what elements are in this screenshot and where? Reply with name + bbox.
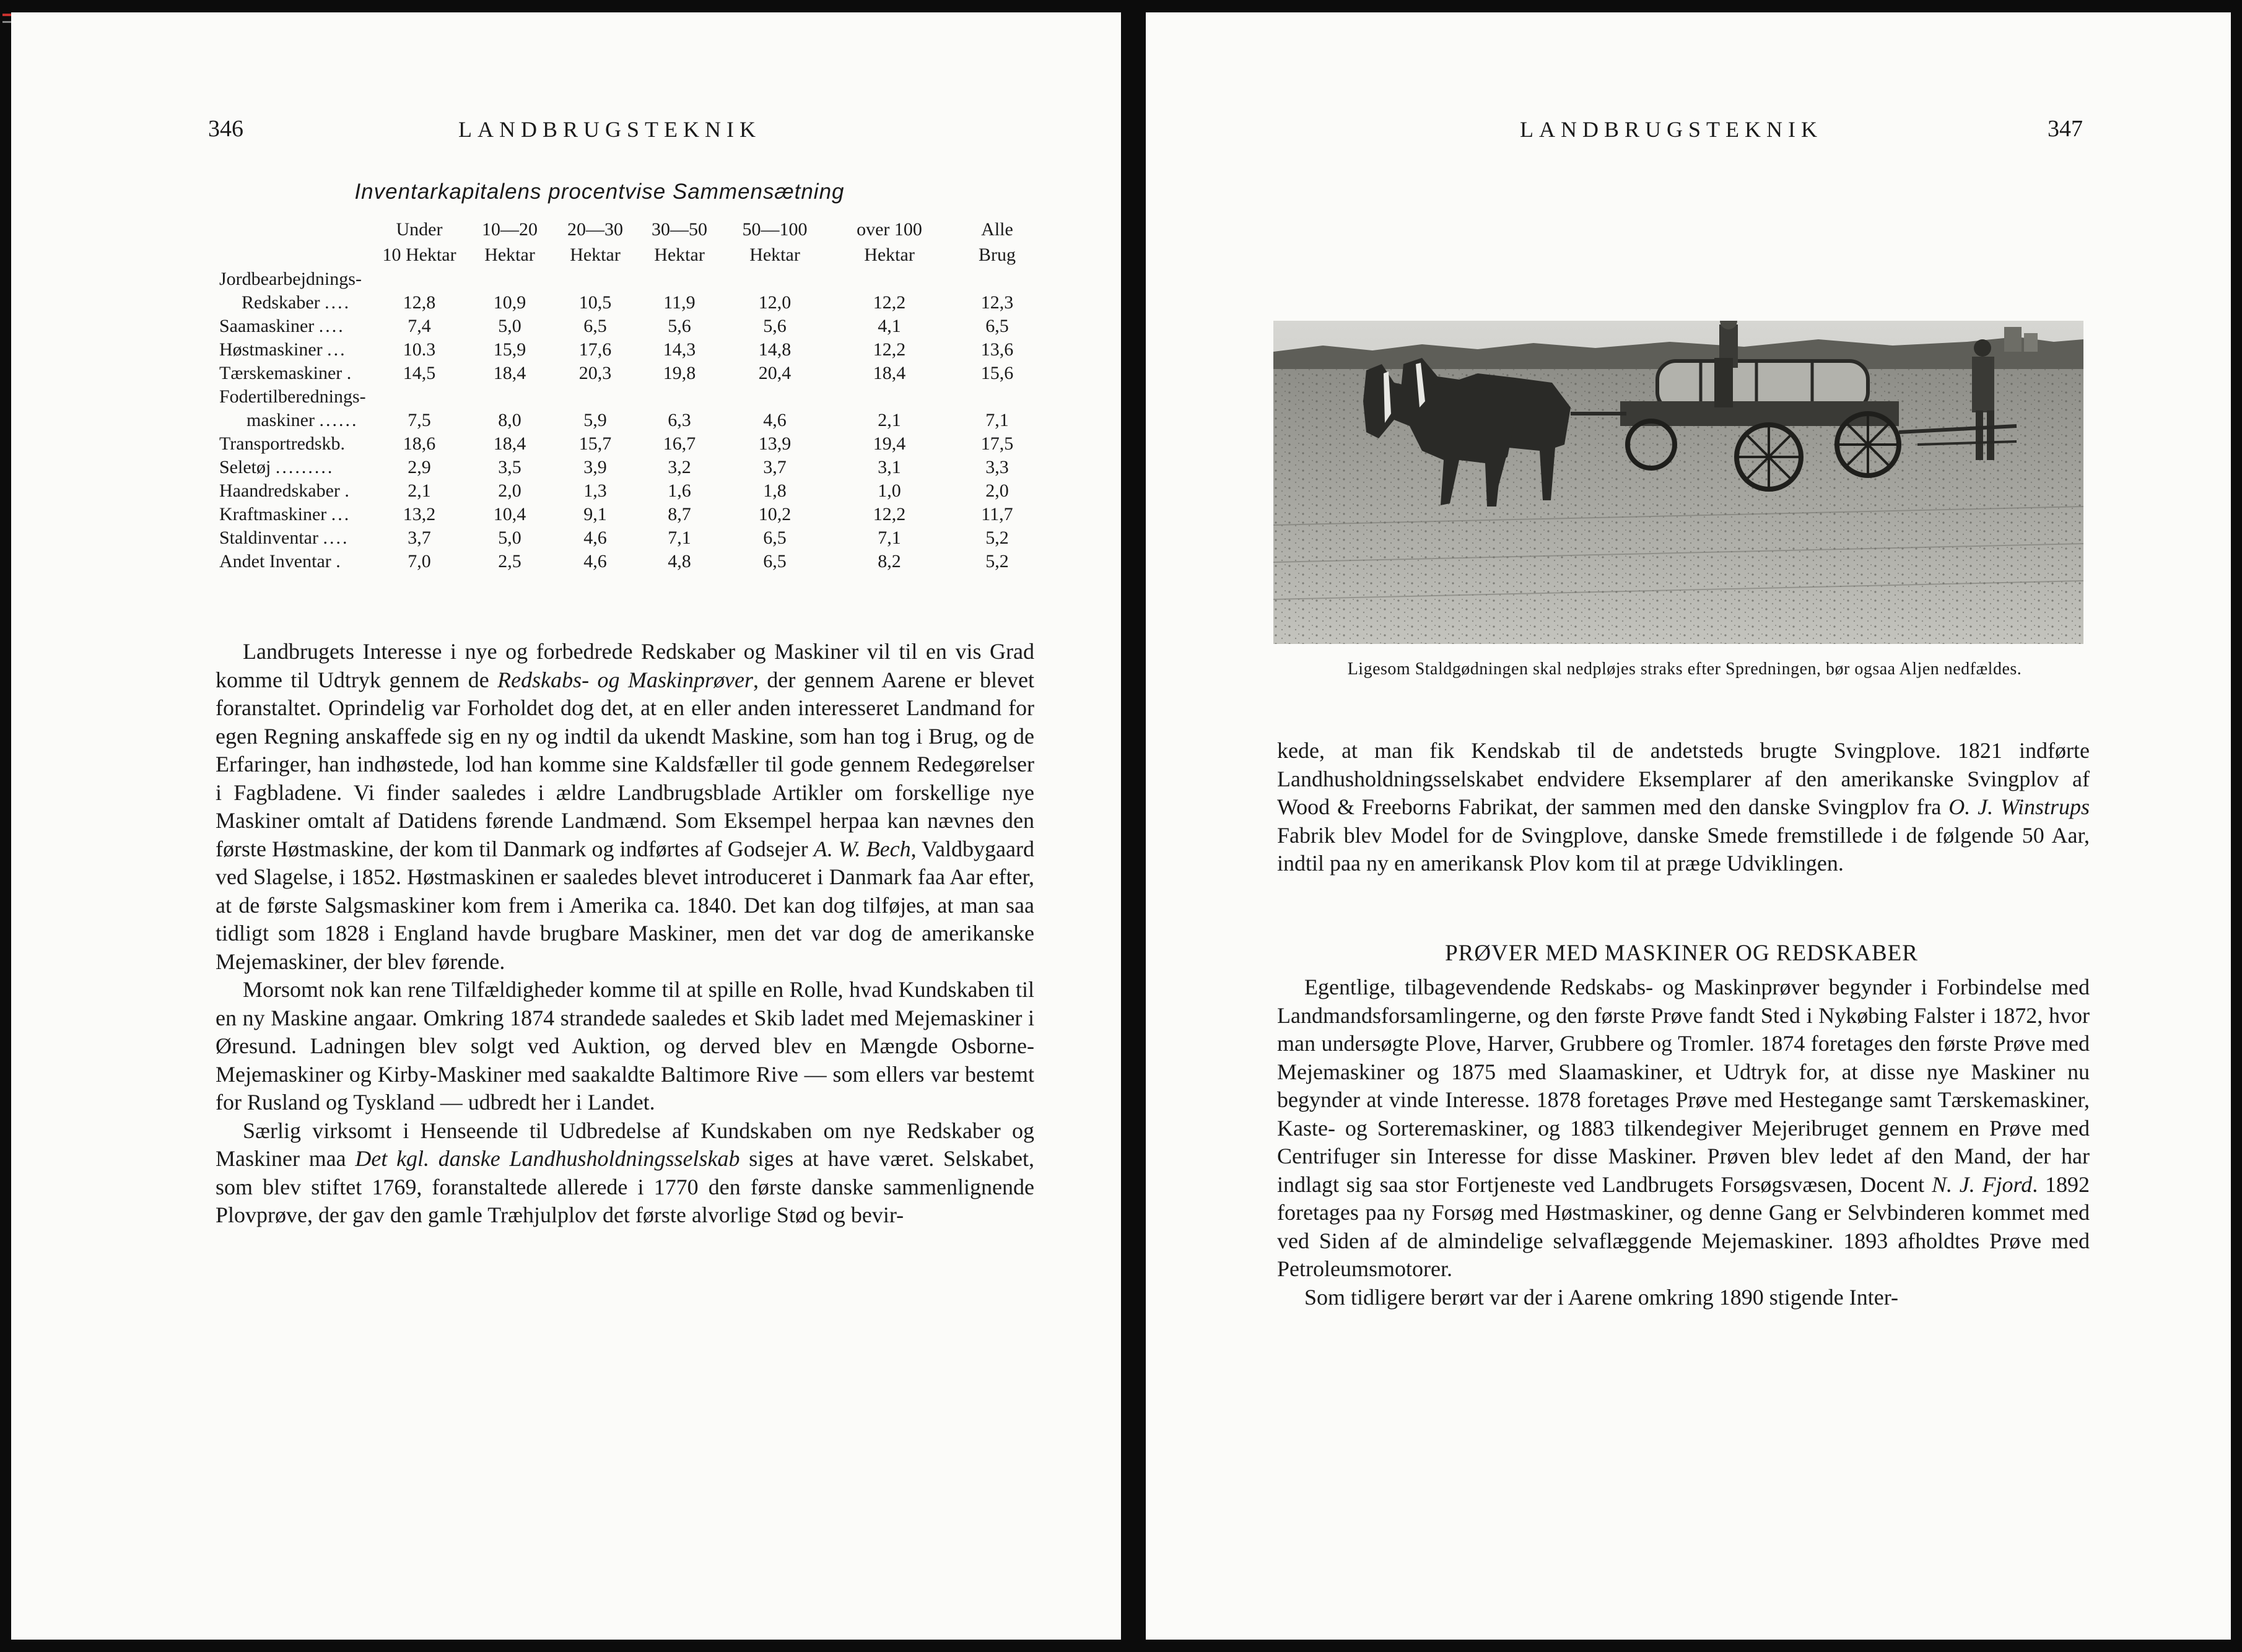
left-page (11, 12, 1121, 1640)
table-cell: 12,2 (873, 339, 906, 360)
inventory-table (219, 217, 1043, 573)
table-cell: 6,5 (985, 316, 1009, 336)
table-cell: 7,4 (408, 316, 431, 336)
table-cell: 10,9 (493, 292, 526, 313)
column-header: 50—100 Hektar (742, 219, 808, 265)
table-cell (827, 385, 951, 409)
table-cell: 14,5 (403, 363, 436, 383)
table-cell: 13,6 (980, 339, 1014, 360)
table-header-corner (219, 217, 373, 267)
table-cell: 2,1 (408, 480, 431, 501)
table-cell: 4,6 (763, 410, 787, 430)
table-cell: 13,2 (403, 504, 436, 524)
table-cell: 5,6 (763, 316, 787, 336)
table-cell: 4,1 (878, 316, 901, 336)
table-cell: 5,2 (985, 551, 1009, 572)
table-cell (637, 385, 722, 409)
table-cell: 20,3 (578, 363, 612, 383)
table-title: Inventarkapitalens procentvise Sammensætning (354, 180, 845, 204)
table-cell: 9,1 (583, 504, 607, 524)
table-cell: 6,5 (583, 316, 607, 336)
table-cell (373, 385, 466, 409)
table-cell (554, 385, 637, 409)
row-label: Kraftmaskiner ... (219, 504, 351, 524)
table-cell: 18,6 (403, 433, 436, 454)
row-label: Transportredskb. (219, 433, 346, 454)
table-cell: 4,6 (583, 551, 607, 572)
table-cell (951, 267, 1043, 291)
table-row (219, 526, 1043, 550)
table-cell: 1,6 (668, 480, 691, 501)
paragraph: Landbrugets Interesse i nye og forbedrede Redskaber og Maskiner vil til en vis Grad komme til Udtryk gennem de Redskabs- og Maskinprøver, der gennem Aarene er blevet foranstaltet. Oprindelig var Forholdet dog det, at en eller anden interesseret Landmand for egen Regning anskaffede sig en ny og indtil da ukendt Maskine, som han tog i Brug, og de Erfaringer, han indhøstede, lod han komme sine Kaldsfæller til gode gennem Redegørelser i Fagbladene. Vi finder saaledes i ældre Landbrugsblade Artikler om forskellige nye Maskiner omtalt af Datidens førende Landmænd. Som Eksempel herpaa kan nævnes den første Høstmaskine, der kom til Danmark og indførtes af Godsejer A. W. Bech, Valdbygaard ved Slagelse, i 1852. Høstmaskinen er saaledes blevet introduceret i Danmark faa Aar efter, at de første Salgsmaskiner kom frem i Amerika ca. 1840. Det kan dog tilføjes, at man saa tidligt som 1828 i England havde brugbare Maskiner, men det var dog de amerikanske Mejemaskiner, der blev førende. (216, 639, 1034, 974)
table-row (219, 267, 1043, 291)
table-cell: 8,2 (878, 551, 901, 572)
table-cell: 5,9 (583, 410, 607, 430)
table-cell: 4,6 (583, 528, 607, 548)
table-cell: 13,9 (758, 433, 792, 454)
table-cell: 7,5 (408, 410, 431, 430)
table-cell: 10,5 (578, 292, 612, 313)
row-label: Fodertilberednings- (219, 386, 366, 407)
body-text (216, 638, 1034, 1230)
table-cell: 12,0 (758, 292, 792, 313)
table-cell: 5,0 (498, 528, 521, 548)
table-cell: 17,5 (980, 433, 1014, 454)
table-cell: 18,4 (873, 363, 906, 383)
table-cell: 8,0 (498, 410, 521, 430)
table-cell: 18,4 (493, 433, 526, 454)
table-row (219, 315, 1043, 338)
table-cell: 10,2 (758, 504, 792, 524)
table-cell: 2,0 (985, 480, 1009, 501)
table-cell (827, 267, 951, 291)
table-cell: 12,3 (980, 292, 1014, 313)
table-cell (466, 267, 554, 291)
table-cell: 7,1 (878, 528, 901, 548)
table-row (219, 479, 1043, 503)
section-heading: PRØVER MED MASKINER OG REDSKABER (1445, 941, 1918, 966)
table-cell: 7,1 (985, 410, 1009, 430)
table-cell: 2,1 (878, 410, 901, 430)
table-cell (722, 385, 827, 409)
row-label: Tærskemaskiner . (219, 363, 354, 383)
table-cell: 6,3 (668, 410, 691, 430)
table-cell: 3,1 (878, 457, 901, 477)
table-cell: 10.3 (403, 339, 436, 360)
table-cell: 3,3 (985, 457, 1009, 477)
table-cell: 20,4 (758, 363, 792, 383)
table-cell: 6,5 (763, 551, 787, 572)
table-cell (466, 385, 554, 409)
table-cell (951, 385, 1043, 409)
column-header: 30—50 Hektar (652, 219, 707, 265)
row-label: Haandredskaber . (219, 480, 351, 501)
table-cell: 11,7 (981, 504, 1013, 524)
table-row (219, 362, 1043, 385)
row-label: Høstmaskiner ... (219, 339, 347, 360)
table-row (219, 456, 1043, 479)
column-header: 10—20 Hektar (482, 219, 538, 265)
right-page (1146, 12, 2231, 1640)
row-label: maskiner ...... (246, 410, 359, 430)
table-cell: 1,0 (878, 480, 901, 501)
column-header: over 100 Hektar (857, 219, 922, 265)
running-head: LANDBRUGSTEKNIK (458, 117, 761, 142)
table-cell: 15,9 (493, 339, 526, 360)
row-label: Saamaskiner .... (219, 316, 345, 336)
table-row (219, 385, 1043, 409)
table-cell: 7,0 (408, 551, 431, 572)
column-header: Under 10 Hektar (382, 219, 456, 265)
row-label: Seletøj ......... (219, 457, 334, 477)
table-cell: 12,2 (873, 504, 906, 524)
running-head: LANDBRUGSTEKNIK (1520, 117, 1823, 142)
photo-caption: Ligesom Staldgødningen skal nedpløjes straks efter Spredningen, bør ogsaa Aljen nedfældes. (1347, 659, 2022, 679)
table-row (219, 338, 1043, 362)
table-cell: 19,4 (873, 433, 906, 454)
table-cell: 16,7 (663, 433, 696, 454)
body-text (1277, 737, 2090, 878)
table-cell (722, 267, 827, 291)
table-cell: 8,7 (668, 504, 691, 524)
table-cell: 4,8 (668, 551, 691, 572)
photo-illustration (1273, 321, 2083, 644)
body-text (1277, 973, 2090, 1311)
table-row (219, 291, 1043, 315)
scan-edge (0, 0, 11, 1652)
table-row (219, 432, 1043, 456)
table-cell: 2,9 (408, 457, 431, 477)
table-cell: 5,2 (985, 528, 1009, 548)
row-label: Redskaber .... (242, 292, 351, 313)
paragraph: Morsomt nok kan rene Tilfældigheder komme til at spille en Rolle, hvad Kundskaben til en ny Maskine angaar. Omkring 1874 strandede saaledes et Skib ladet med Mejemaskiner i Øresund. Ladningen blev solgt ved Auktion, og derved blev en Mængde Osborne-Mejemaskiner og Kirby-Maskiner med saakaldte Baltimore Rive — som ellers var bestemt for Rusland og Tyskland — udbredt her i Landet. (216, 977, 1034, 1115)
paragraph: Særlig virksomt i Henseende til Udbredelse af Kundskaben om nye Redskaber og Maskiner maa Det kgl. danske Landhusholdningsselskab siges at have været. Selskabet, som blev stiftet 1769, foranstaltede allerede i 1770 den første danske sammenlignende Plovprøve, der gav den gamle Træhjulplov det første alvorlige Stød og bevir- (216, 1118, 1034, 1227)
table-cell: 3,9 (583, 457, 607, 477)
photograph-horses-manure-spreader (1273, 321, 2083, 644)
table-cell: 3,7 (763, 457, 787, 477)
table-cell (373, 267, 466, 291)
page-number: 346 (208, 116, 243, 142)
table-cell: 12,8 (403, 292, 436, 313)
table-cell: 5,0 (498, 316, 521, 336)
table-cell: 10,4 (493, 504, 526, 524)
column-header: Alle Brug (979, 219, 1016, 265)
paragraph: Som tidligere berørt var der i Aarene omkring 1890 stigende Inter- (1304, 1284, 1898, 1310)
table-cell: 5,6 (668, 316, 691, 336)
table-cell: 1,3 (583, 480, 607, 501)
table-header-row (219, 217, 1043, 267)
table-cell: 7,1 (668, 528, 691, 548)
paragraph: kede, at man fik Kendskab til de andetsteds brugte Svingplove. 1821 indførte Landhusholdningsselskabet endvidere Eksemplarer af den amerikanske Svingplov af Wood & Freeborns Fabrikat, der sammen med den danske Svingplov fra O. J. Winstrups Fabrik blev Model for de Svingplove, danske Smede fremstillede i de følgende 50 Aar, indtil paa ny en amerikansk Plov kom til at præge Udviklingen. (1277, 738, 2090, 876)
row-label: Jordbearbejdnings- (219, 269, 362, 289)
table-cell: 12,2 (873, 292, 906, 313)
table-cell: 14,3 (663, 339, 696, 360)
table-cell: 1,8 (763, 480, 787, 501)
table-row (219, 409, 1043, 432)
table-cell (637, 267, 722, 291)
table-cell: 3,2 (668, 457, 691, 477)
table-cell: 15,7 (578, 433, 612, 454)
table-cell: 2,5 (498, 551, 521, 572)
table-cell: 3,5 (498, 457, 521, 477)
column-header: 20—30 Hektar (567, 219, 623, 265)
row-label: Andet Inventar . (219, 551, 342, 572)
paragraph: Egentlige, tilbagevendende Redskabs- og Maskinprøver begynder i Forbindelse med Landmandsforsamlingerne, og den første Prøve fandt Sted i Nykøbing Falster i 1872, hvor man undersøgte Plove, Harver, Grubbere og Tromler. 1874 foretages den første Prøve med Mejemaskiner og 1875 med Slaamaskiner, et Udtryk for, at disse nye Maskiner nu begynder at vinde Interesse. 1878 foretages Prøve med Hestegange samt Tærskemaskiner, Kaste- og Sorteremaskiner, og 1883 tilkendegiver Mejeribruget gennem en Prøve med Centrifuger sin Interesse for disse Maskiner. Prøven blev ledet af den Mand, der har indlagt sig saa stor Fortjeneste ved Landbrugets Forsøgsvæsen, Docent N. J. Fjord. 1892 foretages paa ny Forsøg med Høstmaskiner, og denne Gang er Selvbinderen kommet med ved Siden af de almindelige selvaflæggende Mejemaskiner. 1893 afholdtes Prøve med Petroleumsmotorer. (1277, 975, 2090, 1281)
table-cell: 18,4 (493, 363, 526, 383)
table-cell: 3,7 (408, 528, 431, 548)
table-cell: 15,6 (980, 363, 1014, 383)
table-row (219, 550, 1043, 573)
table-cell: 11,9 (663, 292, 696, 313)
table-cell: 17,6 (578, 339, 612, 360)
table-cell: 6,5 (763, 528, 787, 548)
table-cell (554, 267, 637, 291)
row-label: Staldinventar .... (219, 528, 349, 548)
table-cell: 19,8 (663, 363, 696, 383)
page-number: 347 (2048, 116, 2083, 142)
table-cell: 2,0 (498, 480, 521, 501)
table-cell: 14,8 (758, 339, 792, 360)
table-row (219, 503, 1043, 526)
